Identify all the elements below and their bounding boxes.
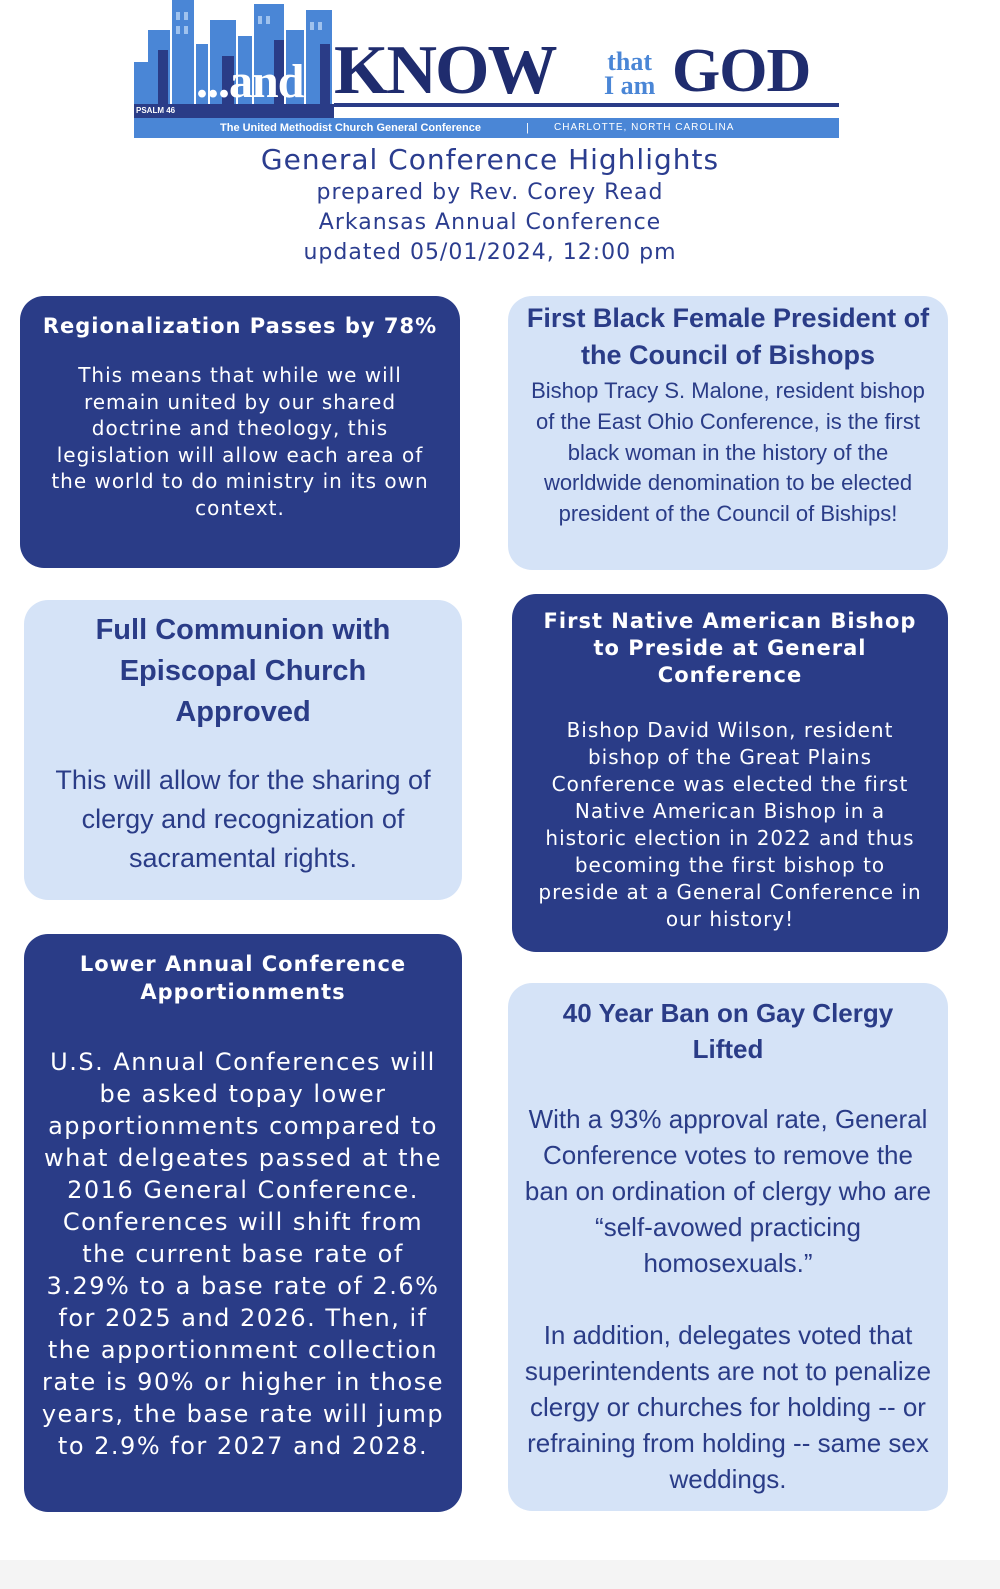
bottom-margin [0,1560,1000,1589]
card-title: 40 Year Ban on Gay Clergy Lifted [562,998,894,1064]
card-title: Regionalization Passes by 78% [42,314,438,338]
church-name: The United Methodist Church General Conference [220,122,481,134]
card-body-first: With a 93% approval rate, General Conference votes to remove the ban on ordination of clergy who are “self-avowed practicing homosexuals.” [524,1104,932,1278]
card-body: Bishop Tracy S. Malone, resident bishop of the East Ohio Conference, is the first black woman in the history of the worldwide denomination to be elected president of the Council of Biships! [531,378,925,527]
location: CHARLOTTE, NORTH CAROLINA [554,122,735,133]
psalm-label: PSALM 46 [136,106,176,115]
card-body: U.S. Annual Conferences will be asked topay lower apportionments compared to what delgeates passed at the 2016 General Conference. Conferences will shift from the current base rate of 3.29% to a base rate of 2.6% for 2025 and 2026. Then, if the apportionment collection rate is 90% or higher in those years, the base rate will jump to 2.9% for 2027 and 2028. [41,1048,445,1460]
card-title: Full Communion with Episcopal Church Approved [95,614,391,728]
logo-that-text: that [607,47,653,76]
conference-name: Arkansas Annual Conference [318,210,662,235]
card-title: First Native American Bishop to Preside at General Conference [543,609,917,687]
logo-that-i-am [604,47,656,100]
page-title: General Conference Highlights [260,143,720,176]
card-regionalization [20,296,460,568]
card-full-communion [24,600,462,900]
card-body: Bishop David Wilson, resident bishop of the Great Plains Conference was elected the first Native American Bishop in a historic election in 2022 and thus becoming the first bishop to preside at a General Conference in our history! [538,718,922,931]
card-body: This means that while we will remain united by our shared doctrine and theology, this legislation will allow each area of the world to do ministry in its own context. [51,363,429,520]
bar-separator: | [526,122,529,134]
card-apportionments [24,934,462,1512]
logo-i-am-text: I am [604,71,656,100]
conference-logo [134,0,839,140]
logo-and-text: ...and [196,55,304,108]
logo-subtitle-bar [134,118,839,138]
logo-god-text: GOD [672,37,811,105]
logo-know-text: KNOW [334,32,556,109]
card-black-female-president [508,296,948,570]
card-gay-clergy [508,983,948,1511]
card-native-american-bishop [512,594,948,952]
header [0,142,980,268]
card-title: First Black Female President of the Council of Bishops [526,303,930,370]
card-body: This will allow for the sharing of clergy and recognization of sacramental rights. [55,765,431,873]
card-title: Lower Annual Conference Apportionments [79,952,407,1004]
card-body-second: In addition, delegates voted that superintendents are not to penalize clergy or churches for holding -- or refraining from holding -- same sex weddings. [524,1320,932,1494]
prepared-by: prepared by Rev. Corey Read [316,180,664,205]
updated-timestamp: updated 05/01/2024, 12:00 pm [303,240,677,265]
